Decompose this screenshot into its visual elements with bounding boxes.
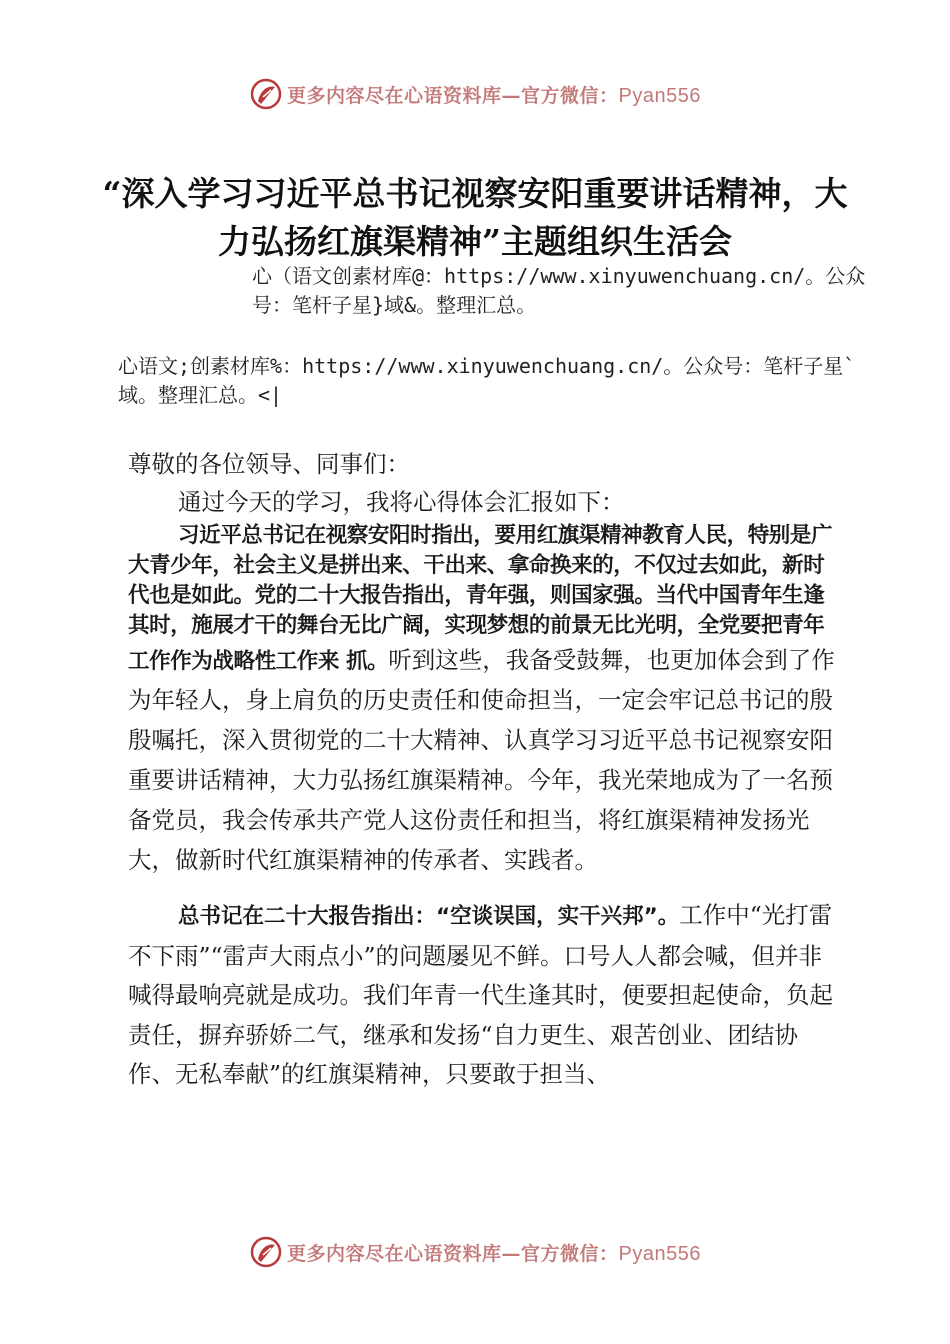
header-banner: [0, 74, 950, 114]
footer-wechat-handle: Pyan556: [618, 1242, 701, 1265]
banner-text: [287, 81, 701, 108]
banner-content: [249, 77, 701, 111]
paragraph-1-text: 听到这些，我备受鼓舞，也更加体会到了作为年轻人，身上肩负的历史责任和使命担当，一定会牢记总书记的殷殷嘱托，深入贯彻党的二十大精神、认真学习习近平总书记视察安阳重要讲话精神，大力弘扬红旗渠精神。今年，我光荣地成为了一名预备党员，我会传承共产党人这份责任和担当，将红旗渠精神发扬光大，做新时代红旗渠精神的传承者、实践者。: [128, 646, 835, 874]
logo-icon: [249, 77, 283, 111]
footer-banner: [0, 1232, 950, 1272]
paragraph-1-wrap: [128, 520, 840, 880]
paragraph-1: [128, 520, 840, 880]
greeting: 尊敬的各位领导、同事们：: [128, 450, 410, 478]
source-note-1: 心（语文创素材库@：https://www.xinyuwenchuang.cn/。公众号：笔杆子星}域&。整理汇总。: [252, 264, 866, 317]
banner-label: 更多内容尽在心语资料库—官方微信：: [287, 84, 619, 107]
footer-banner-content: [249, 1235, 701, 1269]
banner-wechat-handle: Pyan556: [618, 84, 701, 107]
paragraph-2-text: 工作中“光打雷不下雨”“雷声大雨点小”的问题屡见不鲜。口号人人都会喊，但并非喊得最响亮就是成功。我们年青一代生逢其时，便要担起使命，负起责任，摒弃骄娇二气，继承和发扬“自力更生、艰苦创业、团结协作、无私奉献”的红旗渠精神，只要敢于担当、: [128, 901, 833, 1088]
footer-banner-text: [287, 1239, 701, 1266]
source-note-2: 心语文;创素材库%：https://www.xinyuwenchuang.cn/。公众号：笔杆子星`域。整理汇总。<|: [118, 354, 856, 407]
logo-icon: [249, 1235, 283, 1269]
document-title: “深入学习习近平总书记视察安阳重要讲话精神，大力弘扬红旗渠精神”主题组织生活会: [102, 174, 848, 261]
paragraph-1-bold: 习近平总书记在视察安阳时指出，要用红旗渠精神教育人民，特别是广大青少年，社会主义是拼出来、干出来、拿命换来的，不仅过去如此，新时代也是如此。党的二十大报告指出，青年强，则国家强。当代中国青年生逢其时，施展才干的舞台无比广阔，实现梦想的前景无比光明，全党要把青年工作作为战略性工作来 抓。: [128, 523, 833, 674]
intro-paragraph: 通过今天的学习，我将心得体会汇报如下：: [178, 488, 625, 516]
paragraph-2: [128, 896, 840, 1095]
footer-banner-label: 更多内容尽在心语资料库—官方微信：: [287, 1242, 619, 1265]
paragraph-2-bold: 总书记在二十大报告指出：“空谈误国，实干兴邦”。: [178, 904, 680, 929]
